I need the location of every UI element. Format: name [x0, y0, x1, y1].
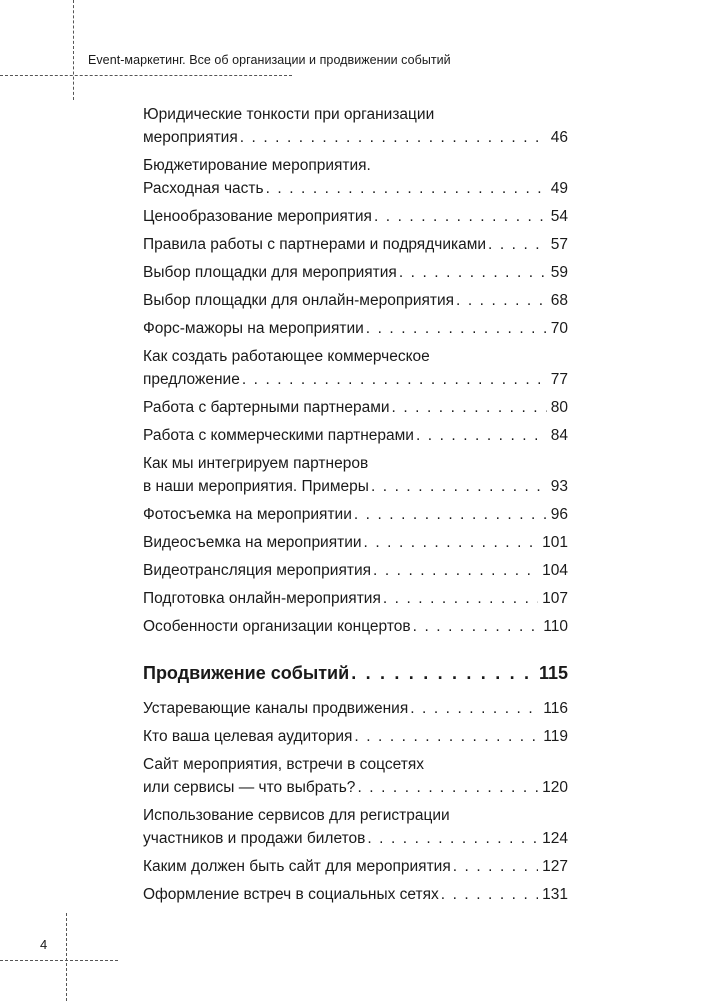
toc-entry-page: 104: [542, 562, 568, 579]
toc-entry-page: 54: [550, 208, 568, 225]
toc-entry-title: Работа с коммерческими партнерами: [143, 427, 414, 444]
leader-dots: [373, 559, 538, 582]
toc-entry-page: 57: [550, 236, 568, 253]
toc-entry-title: в наши мероприятия. Примеры: [143, 478, 369, 495]
leader-dots: [357, 776, 538, 799]
toc-entry[interactable]: [143, 753, 568, 799]
leader-dots: [399, 261, 547, 284]
toc-entry-title: Правила работы с партнерами и подрядчиками: [143, 236, 487, 253]
leader-dots: [266, 177, 547, 200]
leader-dots: [441, 883, 538, 906]
toc-entry-title: Расходная часть: [143, 180, 264, 197]
leader-dots: [371, 475, 547, 498]
toc-entry-title: Ценообразование мероприятия: [143, 208, 372, 225]
toc-entry-page: 46: [550, 129, 568, 146]
toc-entry-title: Устаревающие каналы продвижения: [143, 700, 409, 717]
toc-entry-title: Кто ваша целевая аудитория: [143, 728, 353, 745]
toc-entry-page: 96: [550, 506, 568, 523]
leader-dots: [240, 126, 547, 149]
toc-entry-page: 70: [550, 320, 568, 337]
toc-entry-page: 59: [550, 264, 568, 281]
toc-group-1: [143, 103, 568, 638]
toc-entry[interactable]: [143, 289, 568, 312]
table-of-contents: [143, 103, 568, 911]
toc-entry[interactable]: [143, 531, 568, 554]
toc-entry-title: Форс-мажоры на мероприятии: [143, 320, 364, 337]
toc-entry[interactable]: [143, 697, 568, 720]
toc-entry[interactable]: [143, 503, 568, 526]
toc-entry[interactable]: [143, 233, 568, 256]
toc-entry[interactable]: [143, 725, 568, 748]
toc-entry[interactable]: [143, 424, 568, 447]
toc-entry[interactable]: [143, 855, 568, 878]
leader-dots: [367, 827, 538, 850]
toc-group-2: [143, 697, 568, 906]
leader-dots: [354, 503, 547, 526]
leader-dots: [242, 368, 547, 391]
toc-entry-title: Фотосъемка на мероприятии: [143, 506, 352, 523]
toc-entry-title: Выбор площадки для мероприятия: [143, 264, 397, 281]
leader-dots: [364, 531, 539, 554]
toc-entry[interactable]: [143, 559, 568, 582]
leader-dots: [383, 587, 538, 610]
toc-entry-page: 107: [542, 590, 568, 607]
toc-entry-page: 101: [542, 534, 568, 551]
toc-entry-page: 84: [550, 427, 568, 444]
leader-dots: [453, 855, 538, 878]
toc-entry[interactable]: [143, 587, 568, 610]
toc-entry[interactable]: [143, 883, 568, 906]
toc-entry-title: Оформление встреч в социальных сетях: [143, 886, 439, 903]
crop-mark-top-horizontal: [0, 75, 292, 76]
leader-dots: [374, 205, 547, 228]
section-title: Продвижение событий: [143, 663, 350, 683]
toc-entry[interactable]: [143, 205, 568, 228]
toc-entry-title: предложение: [143, 371, 240, 388]
toc-entry-title: Видеотрансляция мероприятия: [143, 562, 371, 579]
leader-dots: [351, 660, 535, 686]
toc-entry-page: 124: [542, 830, 568, 847]
toc-entry-title: Подготовка онлайн-мероприятия: [143, 590, 381, 607]
crop-mark-bottom-horizontal: [0, 960, 118, 961]
toc-entry-page: 80: [550, 399, 568, 416]
toc-entry-title-line: Использование сервисов для регистрации: [143, 807, 450, 824]
toc-entry-page: 68: [550, 292, 568, 309]
toc-entry[interactable]: [143, 396, 568, 419]
crop-mark-top-vertical: [73, 0, 74, 100]
toc-entry-page: 93: [550, 478, 568, 495]
toc-entry-title-line: Бюджетирование мероприятия.: [143, 157, 371, 174]
toc-entry-title: мероприятия: [143, 129, 238, 146]
toc-entry-title: участников и продажи билетов: [143, 830, 366, 847]
toc-entry[interactable]: [143, 804, 568, 850]
toc-entry-title-line: Как мы интегрируем партнеров: [143, 455, 369, 472]
toc-entry-page: 49: [550, 180, 568, 197]
page-number: 4: [40, 937, 48, 952]
toc-entry-title: Видеосъемка на мероприятии: [143, 534, 362, 551]
crop-mark-bottom-vertical: [66, 913, 67, 1001]
toc-entry-page: 119: [543, 728, 568, 745]
toc-entry[interactable]: [143, 452, 568, 498]
toc-entry-page: 120: [542, 779, 568, 796]
leader-dots: [410, 697, 539, 720]
toc-entry-title-line: Как создать работающее коммерческое: [143, 348, 430, 365]
toc-entry-title-line: Юридические тонкости при организации: [143, 106, 435, 123]
leader-dots: [366, 317, 547, 340]
section-page: 115: [538, 663, 568, 683]
toc-entry-title: или сервисы — что выбрать?: [143, 779, 356, 796]
toc-entry-page: 116: [543, 700, 568, 717]
leader-dots: [488, 233, 547, 256]
toc-entry[interactable]: [143, 261, 568, 284]
toc-entry[interactable]: [143, 345, 568, 391]
toc-entry[interactable]: [143, 615, 568, 638]
running-header: Event-маркетинг. Все об организации и продвижении событий: [88, 53, 451, 67]
toc-entry-title: Особенности организации концертов: [143, 618, 411, 635]
toc-section-heading[interactable]: [143, 660, 568, 686]
leader-dots: [413, 615, 540, 638]
toc-entry-page: 127: [542, 858, 568, 875]
toc-entry-page: 110: [543, 618, 568, 635]
toc-entry-page: 131: [542, 886, 568, 903]
toc-entry[interactable]: [143, 154, 568, 200]
leader-dots: [456, 289, 547, 312]
toc-entry-title: Каким должен быть сайт для мероприятия: [143, 858, 451, 875]
leader-dots: [392, 396, 547, 419]
toc-entry[interactable]: [143, 317, 568, 340]
leader-dots: [354, 725, 539, 748]
toc-entry-title: Выбор площадки для онлайн-мероприятия: [143, 292, 455, 309]
toc-entry[interactable]: [143, 103, 568, 149]
leader-dots: [416, 424, 547, 447]
toc-entry-title: Работа с бартерными партнерами: [143, 399, 390, 416]
toc-entry-title-line: Сайт мероприятия, встречи в соцсетях: [143, 756, 424, 773]
toc-entry-page: 77: [550, 371, 568, 388]
